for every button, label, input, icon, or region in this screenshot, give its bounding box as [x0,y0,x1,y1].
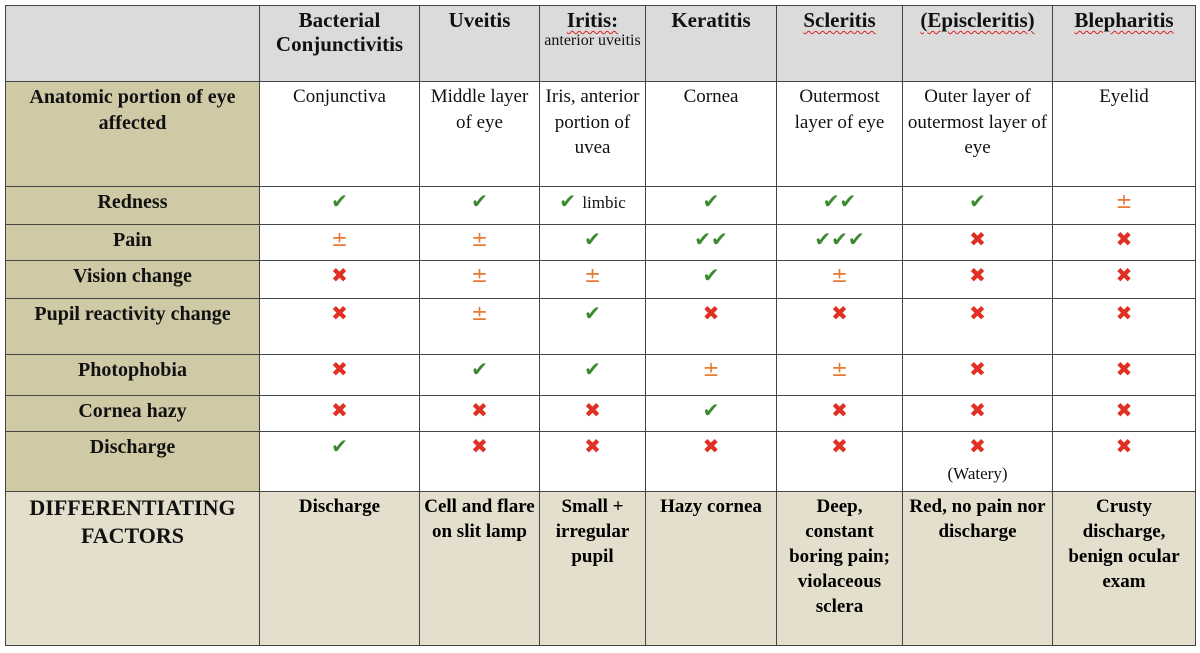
cross-mark-icon: ✖ [331,357,348,382]
symptom-cell [903,299,1053,355]
symptom-cell [777,224,903,260]
symptom-cell [260,395,420,431]
symptom-cell [777,186,903,224]
plus-minus-icon: ± [331,226,348,251]
symptom-cell [903,186,1053,224]
symptom-cell [540,260,646,298]
cross-mark-icon: ✖ [331,262,348,287]
check-mark-icon: ✔✔ [822,188,857,213]
table-cell: Small + irregular pupil [540,492,646,646]
plus-minus-icon: ± [471,226,488,251]
symptom-row [6,355,1196,395]
check-mark-icon: ✔ [471,357,488,382]
row-label: Redness [6,186,260,224]
cross-mark-icon: ✖ [831,301,848,326]
symptom-row [6,299,1196,355]
symptom-row [6,260,1196,298]
cross-mark-icon: ✖ [584,433,601,458]
symptom-cell [420,395,540,431]
table-cell: Cell and flare on slit lamp [420,492,540,646]
symptom-cell [420,355,540,395]
col-header-title: (Episcleritis) [920,8,1035,32]
row-label: Cornea hazy [6,395,260,431]
symptom-cell [646,395,777,431]
symptom-cell [903,355,1053,395]
cross-mark-icon: ✖ [969,226,986,251]
symptom-cell [540,299,646,355]
differentiating-factors-row [6,492,1196,646]
plus-minus-icon: ± [831,357,848,382]
row-label: Pain [6,224,260,260]
table-cell: Discharge [260,492,420,646]
table-cell: Eyelid [1053,82,1196,187]
cross-mark-icon: ✖ [969,357,986,382]
check-mark-icon: ✔ [471,188,488,213]
cross-mark-icon: ✖ [331,397,348,422]
row-label: Anatomic portion of eye affected [6,82,260,187]
check-mark-icon: ✔ [331,188,348,213]
col-header-title: Uveitis [448,8,511,32]
symptom-row [6,431,1196,491]
col-header [1053,6,1196,82]
symptom-cell [420,186,540,224]
cross-mark-icon: ✖ [1115,226,1133,251]
col-header [777,6,903,82]
table-cell: Middle layer of eye [420,82,540,187]
symptom-cell [260,299,420,355]
plus-minus-icon: ± [471,262,488,287]
symptom-cell [260,260,420,298]
symptom-cell [420,299,540,355]
col-header-title: Blepharitis [1074,8,1174,32]
check-mark-icon: ✔ [584,301,601,326]
inline-note: limbic [582,192,626,212]
plus-minus-icon: ± [1115,188,1133,213]
symptom-row [6,224,1196,260]
col-header [903,6,1053,82]
symptom-cell [646,299,777,355]
cross-mark-icon: ✖ [969,301,986,326]
symptom-cell [260,355,420,395]
symptom-cell [646,186,777,224]
col-header-title: Iritis: [566,8,619,32]
row-label: Pupil reactivity change [6,299,260,355]
plus-minus-icon: ± [831,262,848,287]
symptom-cell [777,355,903,395]
symptom-cell [1053,224,1196,260]
table-cell: Deep, constant boring pain; violaceous sclera [777,492,903,646]
symptom-cell [903,260,1053,298]
symptom-cell [646,260,777,298]
symptom-cell [260,224,420,260]
col-header-subtitle: anterior uveitis [544,32,641,49]
symptom-cell [1053,431,1196,491]
anatomic-row [6,82,1196,187]
table-cell: Outermost layer of eye [777,82,903,187]
col-header [646,6,777,82]
symptom-cell [540,186,646,224]
check-mark-icon: ✔ [702,262,720,287]
check-mark-icon: ✔ [559,188,576,213]
plus-minus-icon: ± [471,301,488,326]
symptom-cell [260,431,420,491]
plus-minus-icon: ± [584,262,601,287]
symptom-cell [646,224,777,260]
symptom-cell [777,431,903,491]
symptom-row [6,395,1196,431]
check-mark-icon: ✔ [702,397,720,422]
plus-minus-icon: ± [702,357,720,382]
symptom-cell [1053,186,1196,224]
cross-mark-icon: ✖ [1115,301,1133,326]
check-mark-icon: ✔ [331,433,348,458]
table-cell: Outer layer of outermost layer of eye [903,82,1053,187]
check-mark-icon: ✔✔ [694,226,728,251]
symptom-cell [777,299,903,355]
cross-mark-icon: ✖ [1115,397,1133,422]
cross-mark-icon: ✖ [969,433,986,458]
row-label: DIFFERENTIATING FACTORS [6,492,260,646]
symptom-row [6,186,1196,224]
check-mark-icon: ✔ [969,188,986,213]
symptom-cell [777,395,903,431]
check-mark-icon: ✔ [584,226,601,251]
cross-mark-icon: ✖ [584,397,601,422]
table-cell: Cornea [646,82,777,187]
col-header [260,6,420,82]
cell-note: (Watery) [947,463,1008,483]
check-mark-icon: ✔ [584,357,601,382]
table-cell: Hazy cornea [646,492,777,646]
cross-mark-icon: ✖ [702,301,720,326]
symptom-cell [260,186,420,224]
row-label: Photophobia [6,355,260,395]
col-header [420,6,540,82]
symptom-cell [540,355,646,395]
symptom-cell [646,431,777,491]
symptom-cell [420,260,540,298]
symptom-cell [777,260,903,298]
table-cell: Iris, anterior portion of uvea [540,82,646,187]
col-header [540,6,646,82]
cross-mark-icon: ✖ [702,433,720,458]
check-mark-icon: ✔ [702,188,720,213]
cross-mark-icon: ✖ [831,433,848,458]
cross-mark-icon: ✖ [471,433,488,458]
header-row [6,6,1196,82]
symptom-cell [903,224,1053,260]
cross-mark-icon: ✖ [471,397,488,422]
table-cell: Crusty discharge, benign ocular exam [1053,492,1196,646]
row-label: Vision change [6,260,260,298]
symptom-cell [646,355,777,395]
cross-mark-icon: ✖ [1115,357,1133,382]
symptom-cell [420,431,540,491]
symptom-cell [1053,299,1196,355]
col-header-title: Scleritis [803,8,876,32]
check-mark-icon: ✔✔✔ [814,226,865,251]
row-label: Discharge [6,431,260,491]
symptom-cell [540,431,646,491]
symptom-cell [903,431,1053,491]
cross-mark-icon: ✖ [969,397,986,422]
table-cell: Red, no pain nor discharge [903,492,1053,646]
col-header-title: Bacterial Conjunctivitis [275,8,404,56]
symptom-cell [903,395,1053,431]
cross-mark-icon: ✖ [331,301,348,326]
table-cell: Conjunctiva [260,82,420,187]
symptom-cell [420,224,540,260]
symptom-cell [1053,260,1196,298]
cross-mark-icon: ✖ [969,262,986,287]
cross-mark-icon: ✖ [1115,433,1133,458]
symptom-cell [540,224,646,260]
eye-conditions-comparison-table [5,5,1196,646]
symptom-cell [1053,355,1196,395]
cross-mark-icon: ✖ [831,397,848,422]
symptom-cell [540,395,646,431]
cross-mark-icon: ✖ [1115,262,1133,287]
corner-cell [6,6,260,82]
col-header-title: Keratitis [671,8,751,32]
symptom-cell [1053,395,1196,431]
